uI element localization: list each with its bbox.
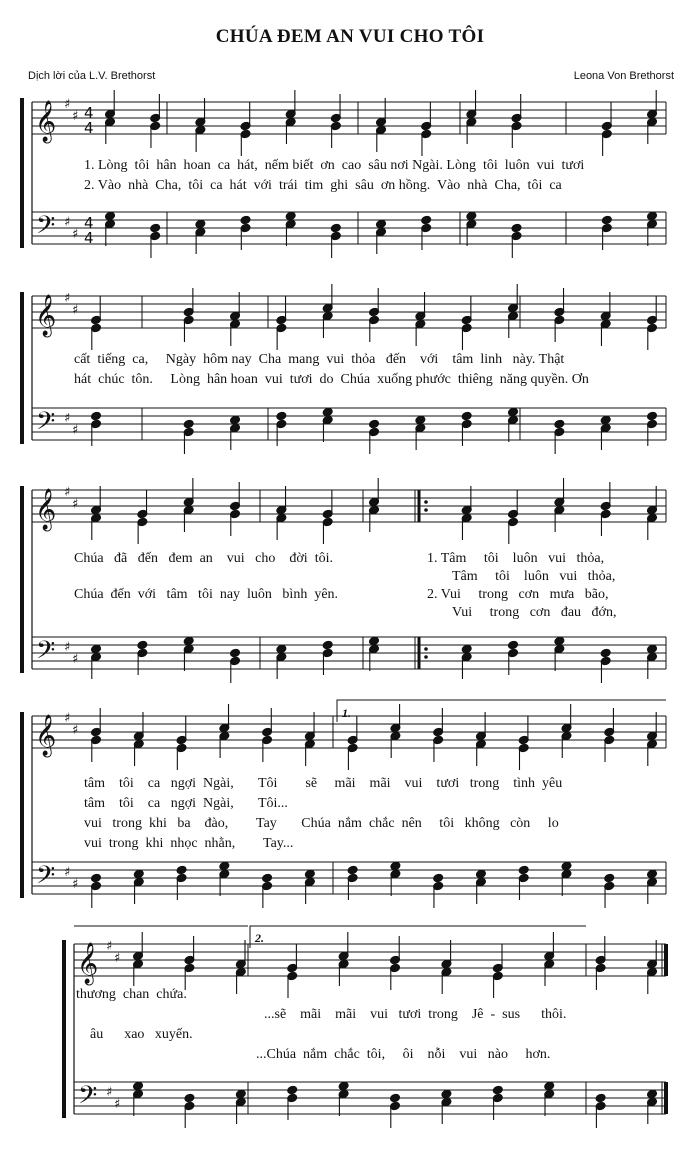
chord-note — [511, 223, 522, 233]
bass-clef-icon: 𝄢 — [36, 861, 56, 896]
time-signature: 4 — [84, 229, 94, 247]
lyric-line: vui trong khi ba đào, Tay Chúa nắm chắc nên tôi không còn lo — [84, 816, 559, 831]
lyric-line: Tâm tôi luôn vui thỏa, — [452, 569, 616, 584]
sharp-icon: ♯ — [114, 951, 121, 966]
chord-note — [461, 411, 472, 421]
chord-note — [240, 215, 251, 225]
treble-clef-icon: 𝄞 — [35, 101, 57, 142]
lyric-line: 2. Vào nhà Cha, tôi ca hát với trái tim ghi sâu ơn hồng. Vào nhà Cha, tôi ca — [84, 178, 562, 193]
chord-note — [330, 223, 341, 233]
lyric-line: ...Chúa nắm chắc tôi, ôi nỗi vui nào hơn. — [256, 1047, 551, 1062]
treble-clef-icon: 𝄞 — [35, 489, 57, 530]
chord-note — [376, 219, 387, 229]
lyric-line: tâm tôi ca ngợi Ngài, Tôi... — [84, 796, 288, 811]
chord-note — [647, 869, 658, 879]
repeat-dot — [424, 655, 428, 659]
chord-note — [195, 219, 206, 229]
sharp-icon: ♯ — [64, 640, 71, 655]
chord-note — [508, 640, 519, 650]
repeat-dot — [424, 508, 428, 512]
lyric-line: 1. Lòng tôi hân hoan ca hát, nếm biết ơn cao sâu nơi Ngài. Lòng tôi luôn vui tươi — [84, 158, 585, 173]
sharp-icon: ♯ — [72, 109, 79, 124]
chord-note — [554, 636, 565, 646]
lyric-line: 1. Tâm tôi luôn vui thỏa, — [427, 551, 605, 566]
chord-note — [91, 411, 102, 421]
chord-note — [338, 1081, 349, 1091]
chord-note — [461, 644, 472, 654]
treble-clef-icon: 𝄞 — [35, 715, 57, 756]
sharp-icon: ♯ — [72, 227, 79, 242]
sharp-icon: ♯ — [64, 97, 71, 112]
composer-credit: Leona Von Brethorst — [573, 70, 674, 82]
time-signature: 4 — [84, 104, 94, 122]
volta-1-bracket — [337, 700, 666, 722]
chord-note — [235, 1089, 246, 1099]
chord-note — [518, 865, 529, 875]
sharp-icon: ♯ — [72, 303, 79, 318]
sharp-icon: ♯ — [64, 411, 71, 426]
chord-note — [183, 419, 194, 429]
chord-note — [347, 865, 358, 875]
chord-note — [600, 648, 611, 658]
lyric-line: 2. Vui trong cơn mưa bão, — [427, 587, 609, 602]
repeat-dot — [424, 647, 428, 651]
sharp-icon: ♯ — [72, 877, 79, 892]
chord-note — [544, 1081, 555, 1091]
sharp-icon: ♯ — [64, 485, 71, 500]
chord-note — [304, 869, 315, 879]
chord-note — [276, 411, 287, 421]
lyric-line: Chúa đến với tâm tôi nay luôn bình yên. — [74, 587, 339, 602]
sharp-icon: ♯ — [72, 723, 79, 738]
chord-note — [390, 1093, 401, 1103]
sharp-icon: ♯ — [72, 497, 79, 512]
treble-clef-icon: 𝄞 — [35, 295, 57, 336]
sharp-icon: ♯ — [64, 291, 71, 306]
chord-note — [421, 215, 432, 225]
sharp-icon: ♯ — [72, 652, 79, 667]
chord-note — [183, 636, 194, 646]
lyric-line: cất tiếng ca, Ngày hôm nay Cha mang vui thỏa đến với tâm linh này. Thật — [74, 352, 565, 367]
chord-note — [492, 1085, 503, 1095]
chord-note — [230, 415, 241, 425]
lyric-line: ...sẽ mãi mãi vui tươi trong Jê - sus thôi. — [264, 1007, 567, 1022]
lyric-line: tâm tôi ca ngợi Ngài, Tôi sẽ mãi mãi vui tươi trong tình yêu — [84, 776, 563, 791]
bass-clef-icon: 𝄢 — [36, 636, 56, 671]
bass-clef-icon: 𝄢 — [36, 211, 56, 246]
chord-note — [322, 407, 333, 417]
song-title: CHÚA ĐEM AN VUI CHO TÔI — [215, 26, 485, 47]
translator-credit: Dịch lời của L.V. Brethorst — [28, 70, 156, 82]
chord-note — [561, 861, 572, 871]
chord-note — [508, 407, 519, 417]
chord-note — [105, 211, 116, 221]
sharp-icon: ♯ — [64, 215, 71, 230]
chord-note — [601, 215, 612, 225]
chord-note — [276, 644, 287, 654]
chord-note — [441, 1089, 452, 1099]
chord-note — [595, 1093, 606, 1103]
chord-note — [647, 1089, 658, 1099]
chord-note — [287, 1085, 298, 1095]
sharp-icon: ♯ — [64, 711, 71, 726]
volta-1-label: 1. — [342, 706, 351, 720]
chord-note — [230, 648, 241, 658]
chord-note — [322, 640, 333, 650]
chord-note — [184, 1093, 195, 1103]
chord-note — [91, 873, 102, 883]
sharp-icon: ♯ — [72, 423, 79, 438]
chord-note — [369, 636, 380, 646]
chord-note — [390, 861, 401, 871]
chord-note — [647, 211, 658, 221]
lyric-line: Vui trong cơn đau đớn, — [452, 605, 617, 620]
chord-note — [554, 419, 565, 429]
chord-note — [150, 223, 161, 233]
chord-note — [137, 640, 148, 650]
chord-note — [369, 419, 380, 429]
chord-note — [176, 865, 187, 875]
chord-note — [133, 1081, 144, 1091]
treble-clef-icon: 𝄞 — [77, 943, 99, 984]
volta-2-label: 2. — [255, 931, 264, 945]
lyric-line: Chúa đã đến đem an vui cho đời tôi. — [74, 551, 333, 566]
bass-clef-icon: 𝄢 — [36, 407, 56, 442]
sharp-icon: ♯ — [64, 865, 71, 880]
time-signature: 4 — [84, 119, 94, 137]
chord-note — [133, 869, 144, 879]
chord-note — [91, 644, 102, 654]
chord-note — [433, 873, 444, 883]
chord-note — [604, 873, 615, 883]
lyric-line: thương chan chứa. — [76, 987, 187, 1002]
repeat-dot — [424, 500, 428, 504]
sharp-icon: ♯ — [114, 1097, 121, 1112]
chord-note — [466, 211, 477, 221]
lyric-line: vui trong khi nhọc nhằn, Tay... — [84, 836, 294, 851]
volta-2-bracket — [250, 926, 586, 948]
chord-note — [262, 873, 273, 883]
chord-note — [475, 869, 486, 879]
bass-clef-icon: 𝄢 — [78, 1081, 98, 1116]
chord-note — [647, 644, 658, 654]
chord-note — [600, 415, 611, 425]
time-signature: 4 — [84, 214, 94, 232]
chord-note — [647, 411, 658, 421]
chord-note — [219, 861, 230, 871]
chord-note — [285, 211, 296, 221]
chord-note — [415, 415, 426, 425]
lyric-line: âu xao xuyến. — [90, 1027, 193, 1042]
lyric-line: hát chúc tôn. Lòng hân hoan vui tươi do Chúa xuống phước thiêng năng quyền. Ơn — [74, 372, 589, 387]
sharp-icon: ♯ — [106, 939, 113, 954]
sharp-icon: ♯ — [106, 1085, 113, 1100]
